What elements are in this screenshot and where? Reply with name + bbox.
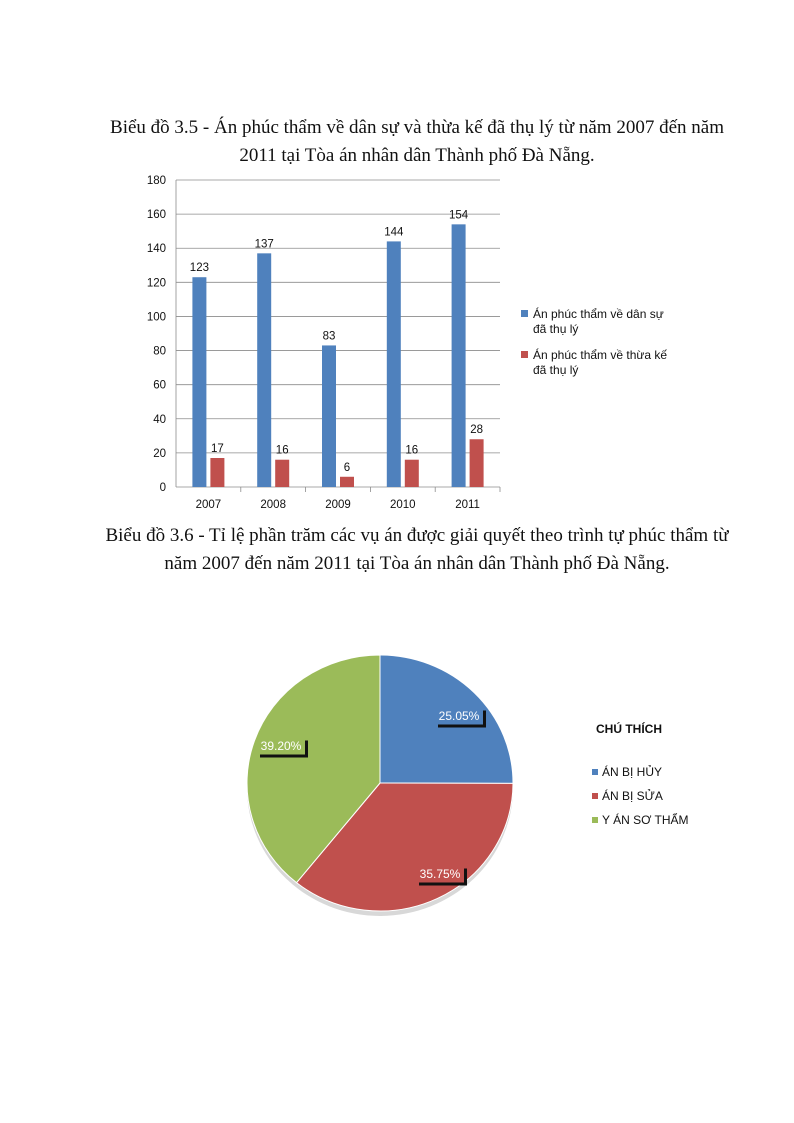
legend-label: Án phúc thẩm về dân sự đã thụ lý xyxy=(533,307,664,336)
data-label: 123 xyxy=(189,262,209,275)
data-label: 83 xyxy=(322,330,336,343)
pie-value-label: 35.75% xyxy=(419,867,461,881)
data-label: 17 xyxy=(211,443,224,456)
bar-civil xyxy=(387,241,401,487)
pie-value-label: 39.20% xyxy=(260,739,302,753)
y-tick-label: 120 xyxy=(146,277,166,290)
bar-civil xyxy=(257,253,271,487)
bar-inheritance xyxy=(340,477,354,487)
y-tick-label: 100 xyxy=(146,311,166,324)
pie-value-label: 25.05% xyxy=(438,709,480,723)
x-tick-label: 2007 xyxy=(195,499,222,511)
data-label: 154 xyxy=(449,209,469,222)
y-tick-label: 40 xyxy=(153,413,166,426)
bar-inheritance xyxy=(470,439,484,487)
x-tick-label: 2008 xyxy=(260,499,286,511)
pie-legend-label: ÁN BỊ HỦY xyxy=(602,765,663,779)
chart2-caption: Biểu đồ 3.6 - Tỉ lệ phần trăm các vụ án được giải quyết theo trình tự phúc thẩm từ năm 2007 đến năm 2011 tại Tòa án nhân dân Thành phố Đà Nẵng. xyxy=(105,525,729,574)
y-tick-label: 80 xyxy=(153,345,166,358)
pie-legend-label: ÁN BỊ SỬA xyxy=(602,789,663,803)
pie-legend-title: CHÚ THÍCH xyxy=(596,722,662,736)
bar-civil xyxy=(452,224,466,487)
y-tick-label: 0 xyxy=(159,482,166,494)
data-label: 16 xyxy=(405,444,419,457)
x-tick-label: 2009 xyxy=(325,499,351,511)
legend-swatch xyxy=(521,310,528,317)
bar-inheritance xyxy=(275,460,289,487)
bar-civil xyxy=(322,345,336,487)
y-tick-label: 180 xyxy=(146,175,166,187)
y-tick-label: 140 xyxy=(146,243,166,256)
legend-label: Án phúc thẩm về thừa kế đã thụ lý xyxy=(533,348,668,377)
pie-legend-swatch xyxy=(592,817,598,823)
data-label: 137 xyxy=(254,238,274,251)
x-tick-label: 2010 xyxy=(390,499,416,511)
bar-civil xyxy=(192,277,206,487)
pie-legend-swatch xyxy=(592,793,598,799)
y-tick-label: 160 xyxy=(146,209,166,222)
y-tick-label: 20 xyxy=(153,447,166,460)
pie-legend-label: Y ÁN SƠ THẨM xyxy=(602,813,689,827)
pie-legend-swatch xyxy=(592,769,598,775)
y-tick-label: 60 xyxy=(153,379,166,392)
bar-inheritance xyxy=(405,460,419,487)
chart1-caption: Biểu đồ 3.5 - Án phúc thẩm về dân sự và thừa kế đã thụ lý từ năm 2007 đến năm 2011 tại Tòa án nhân dân Thành phố Đà Nẵng. xyxy=(110,117,724,166)
data-label: 144 xyxy=(384,226,404,239)
legend-swatch xyxy=(521,351,528,358)
data-label: 28 xyxy=(470,424,483,437)
data-label: 6 xyxy=(343,461,351,474)
data-label: 16 xyxy=(275,444,289,457)
x-tick-label: 2011 xyxy=(455,499,480,511)
bar-inheritance xyxy=(210,458,224,487)
